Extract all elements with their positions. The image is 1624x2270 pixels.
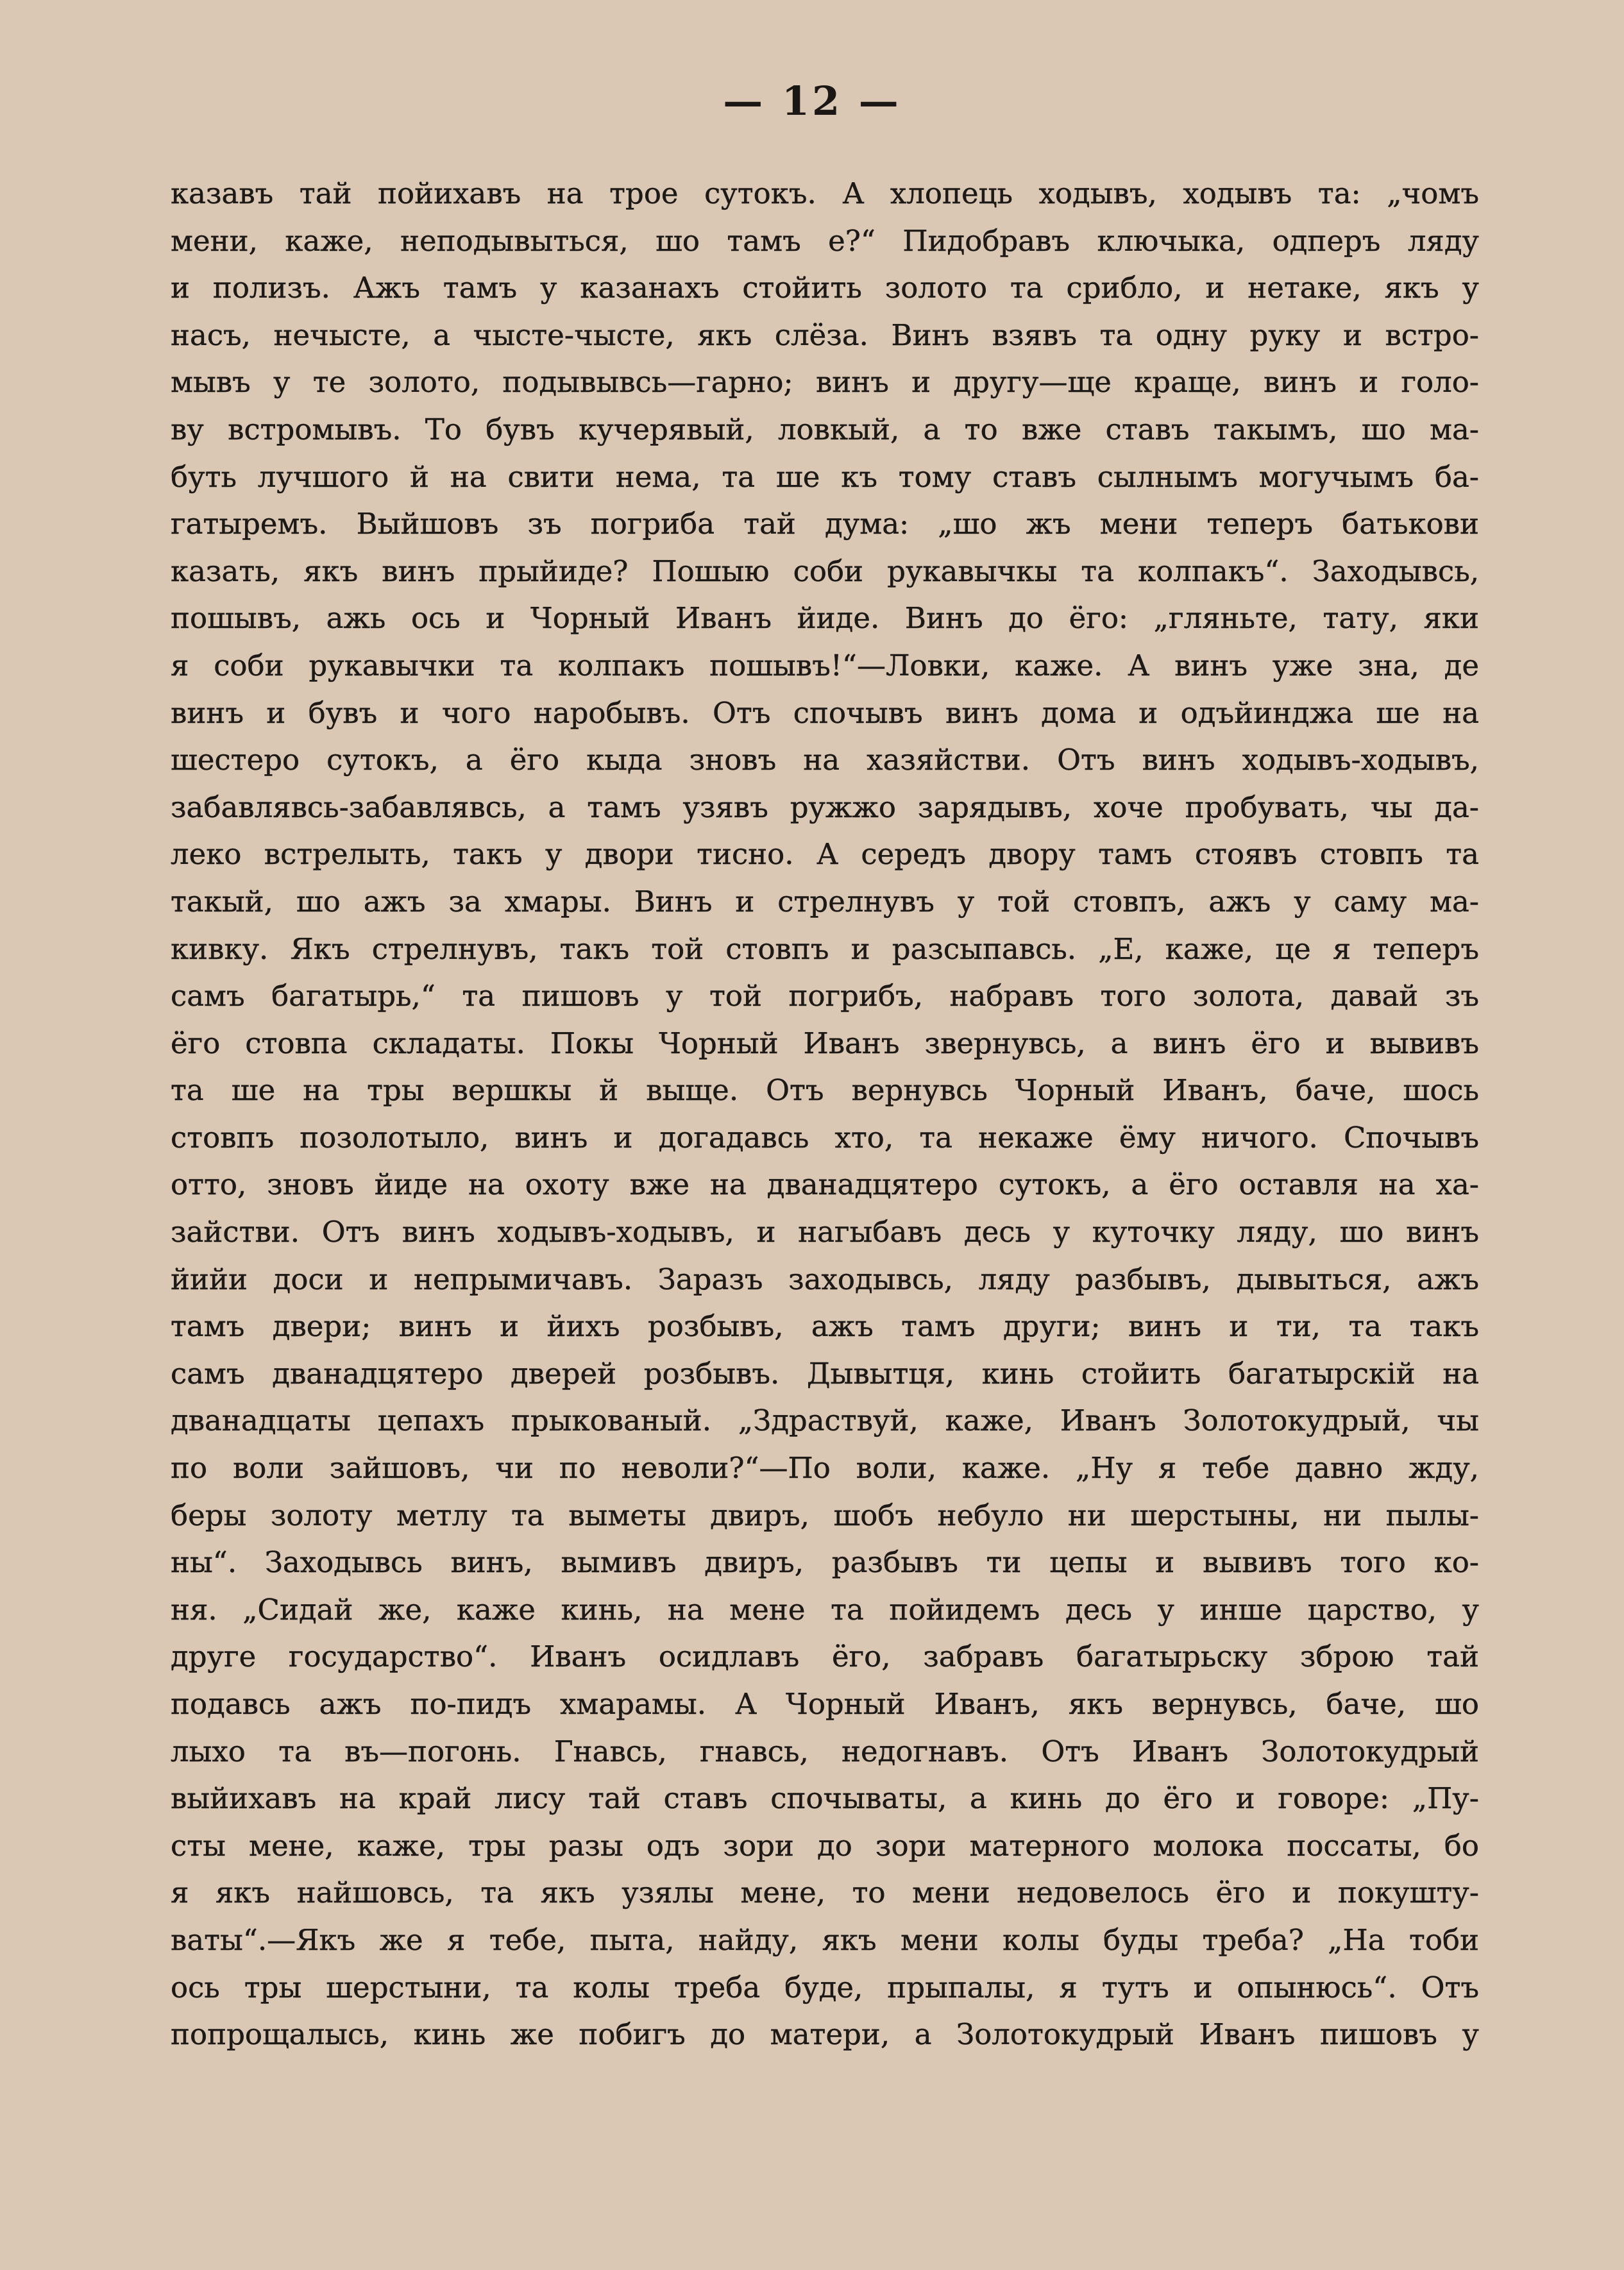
- text-line: пошывъ, ажь ось и Чорный Иванъ йиде. Винъ до ёго: „гляньте, тату, яки: [171, 601, 1479, 636]
- text-line: шестеро сутокъ, а ёго кыда зновъ на хазяйстви. Отъ винъ ходывъ-ходывъ,: [171, 743, 1479, 777]
- text-line: друге государство“. Иванъ осидлавъ ёго, забравъ багатырьску зброю тай: [171, 1639, 1479, 1674]
- text-line: казавъ тай пойихавъ на трое сутокъ. А хлопець ходывъ, ходывъ та: „чомъ: [171, 176, 1479, 210]
- text-line: дванадцаты цепахъ прыкованый. „Здраствуй, каже, Иванъ Золотокудрый, чы: [171, 1403, 1479, 1438]
- text-line: и полизъ. Ажъ тамъ у казанахъ стойить золото та срибло, и нетаке, якъ у: [171, 271, 1479, 305]
- text-line: мывъ у те золото, подывывсь—гарно; винъ и другу—ще краще, винъ и голо-: [171, 365, 1479, 400]
- text-line: отто, зновъ йиде на охоту вже на дванадцятеро сутокъ, а ёго оставля на ха-: [171, 1167, 1479, 1202]
- text-line: стовпъ позолотыло, винъ и догадавсь хто, та некаже ёму ничого. Спочывъ: [171, 1120, 1479, 1155]
- text-line: я соби рукавычки та колпакъ пошывъ!“—Ловки, каже. А винъ уже зна, де: [171, 648, 1479, 682]
- text-line: насъ, нечысте, а чысте-чысте, якъ слёза. Винъ взявъ та одну руку и встро-: [171, 318, 1479, 352]
- text-line: ёго стовпа складаты. Покы Чорный Иванъ звернувсь, а винъ ёго и вывивъ: [171, 1026, 1479, 1060]
- text-line: подавсь ажъ по-пидъ хмарамы. А Чорный Иванъ, якъ вернувсь, баче, шо: [171, 1687, 1479, 1721]
- text-line: леко встрелыть, такъ у двори тисно. А середъ двору тамъ стоявъ стовпъ та: [171, 837, 1479, 872]
- text-line: ось тры шерстыни, та колы треба буде, прыпалы, я тутъ и опынюсь“. Отъ: [171, 1970, 1479, 2004]
- text-line: беры золоту метлу та выметы двиръ, шобъ небуло ни шерстыны, ни пылы-: [171, 1498, 1479, 1532]
- text-line: зайстви. Отъ винъ ходывъ-ходывъ, и нагыбавъ десь у куточку ляду, шо винъ: [171, 1215, 1479, 1249]
- text-line: попрощалысь, кинь же побигъ до матери, а Золотокудрый Иванъ пишовъ у: [171, 2017, 1479, 2052]
- text-line: я якъ найшовсь, та якъ узялы мене, то мени недовелось ёго и покушту-: [171, 1876, 1479, 1910]
- text-line: та ше на тры вершкы й выще. Отъ вернувсь Чорный Иванъ, баче, шось: [171, 1073, 1479, 1108]
- text-line: буть лучшого й на свити нема, та ше къ тому ставъ сылнымъ могучымъ ба-: [171, 459, 1479, 494]
- text-line: по воли зайшовъ, чи по неволи?“—По воли, каже. „Ну я тебе давно жду,: [171, 1451, 1479, 1486]
- text-line: ваты“.—Якъ же я тебе, пыта, найду, якъ мени колы буды треба? „На тоби: [171, 1922, 1479, 1957]
- text-line: самъ дванадцятеро дверей розбывъ. Дывытця, кинь стойить багатырскій на: [171, 1356, 1479, 1391]
- text-line: ня. „Сидай же, каже кинь, на мене та пойидемъ десь у инше царство, у: [171, 1592, 1479, 1627]
- text-line: гатыремъ. Выйшовъ зъ погриба тай дума: „шо жъ мени теперъ батькови: [171, 507, 1479, 541]
- body-text: [171, 170, 1479, 2058]
- text-line: кивку. Якъ стрелнувъ, такъ той стовпъ и разсыпавсь. „Е, каже, це я теперъ: [171, 931, 1479, 966]
- text-line: ву встромывъ. То бувъ кучерявый, ловкый, а то вже ставъ такымъ, шо ма-: [171, 412, 1479, 446]
- text-line: йийи доси и непрымичавъ. Заразъ заходывсь, ляду разбывъ, дывыться, ажъ: [171, 1262, 1479, 1296]
- text-line: лыхо та въ—погонь. Гнавсь, гнавсь, недогнавъ. Отъ Иванъ Золотокудрый: [171, 1734, 1479, 1768]
- text-line: такый, шо ажъ за хмары. Винъ и стрелнувъ у той стовпъ, ажъ у саму ма-: [171, 884, 1479, 919]
- page-number: — 12 —: [723, 78, 901, 124]
- text-line: выйихавъ на край лису тай ставъ спочываты, а кинь до ёго и говоре: „Пу-: [171, 1781, 1479, 1816]
- text-line: ны“. Заходывсь винъ, вымивъ двиръ, разбывъ ти цепы и вывивъ того ко-: [171, 1545, 1479, 1580]
- text-line: мени, каже, неподывыться, шо тамъ е?“ Пидобравъ ключыка, одперъ ляду: [171, 223, 1479, 258]
- text-line: тамъ двери; винъ и йихъ розбывъ, ажъ тамъ други; винъ и ти, та такъ: [171, 1309, 1479, 1344]
- text-line: сты мене, каже, тры разы одъ зори до зори матерного молока поссаты, бо: [171, 1828, 1479, 1863]
- text-line: забавлявсь-забавлявсь, а тамъ узявъ ружжо зарядывъ, хоче пробувать, чы да-: [171, 790, 1479, 824]
- text-line: винъ и бувъ и чого наробывъ. Отъ спочывъ винъ дома и одъйинджа ше на: [171, 695, 1479, 730]
- text-line: казать, якъ винъ прыйиде? Пошыю соби рукавычкы та колпакъ“. Заходывсь,: [171, 554, 1479, 588]
- text-line: самъ багатырь,“ та пишовъ у той погрибъ, набравъ того золота, давай зъ: [171, 979, 1479, 1013]
